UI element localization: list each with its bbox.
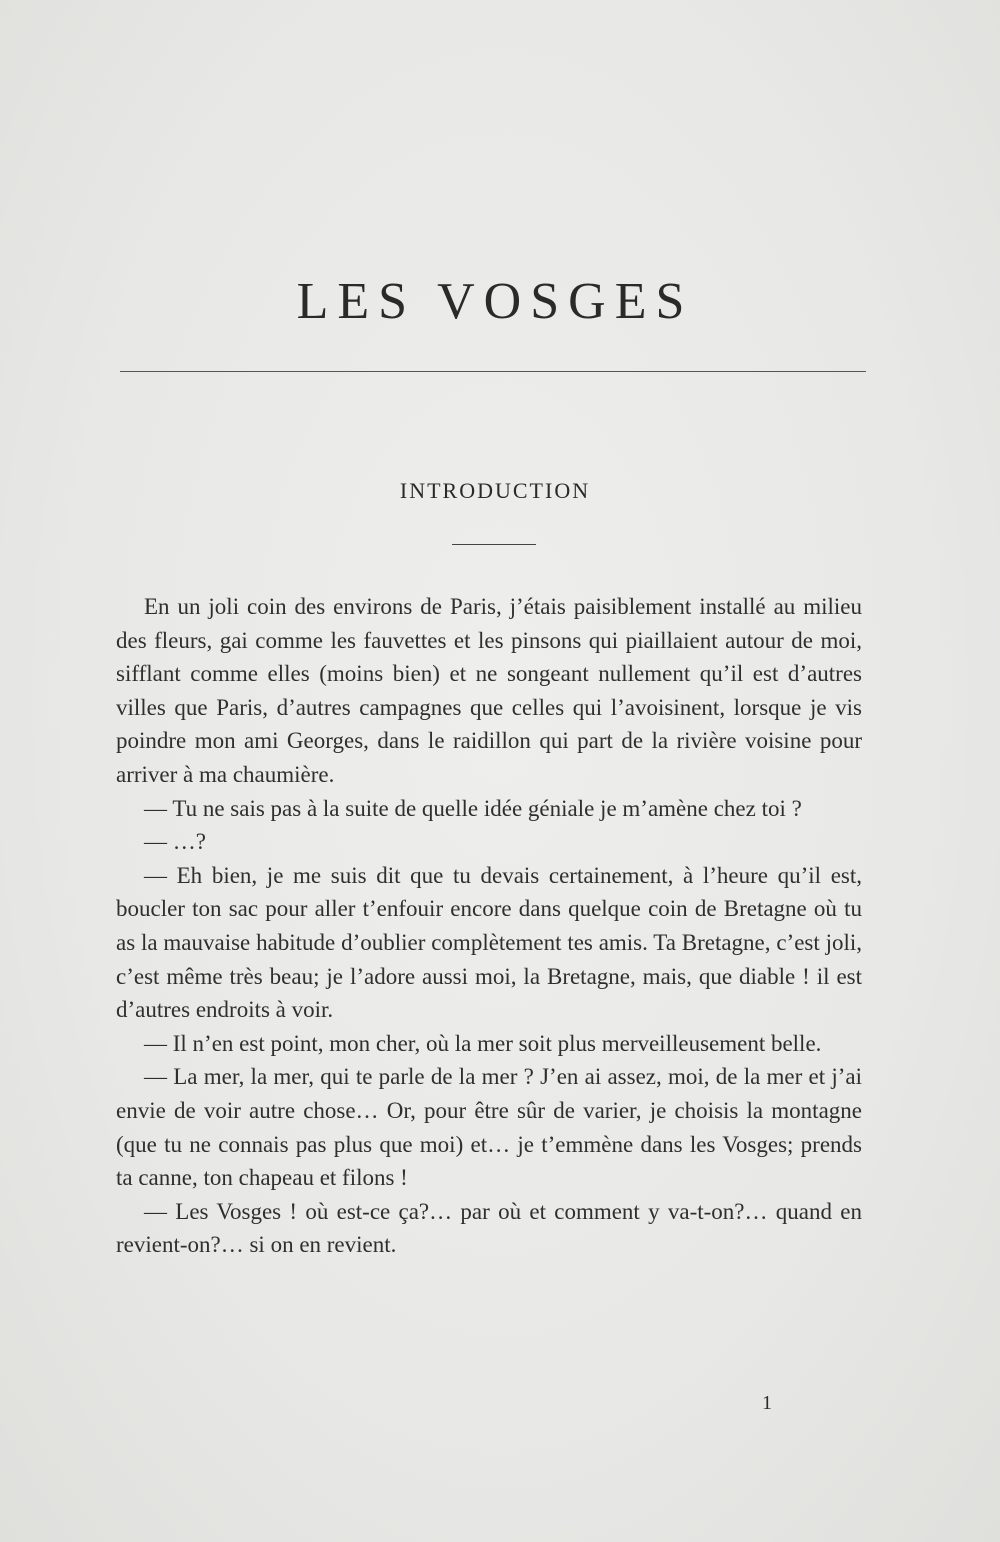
- paragraph: — …?: [144, 829, 206, 855]
- paragraph: — La mer, la mer, qui te parle de la mer ? J’en ai assez, moi, de la mer et j’ai envie de voir autre chose… Or, pour être sûr de varier, je choisis la montagne (que tu ne connais pas plus que moi) et… je t’emmène dans les Vosges; prends ta canne, ton chapeau et filons !: [116, 1064, 862, 1191]
- page-number: 1: [762, 1392, 772, 1414]
- paragraph: En un joli coin des environs de Paris, j’étais paisiblement installé au milieu des fleurs, gai comme les fauvettes et les pinsons qui piaillaient autour de moi, sifflant comme elles (moins bien) et ne songeant nullement qu’il est d’autres villes que Paris, d’autres campagnes que celles qui l’avoisinent, lorsque je vis poindre mon ami Georges, dans le raidillon qui part de la rivière voisine pour arriver à ma chaumière.: [116, 594, 862, 787]
- title-divider: [120, 371, 866, 372]
- paragraph: — Il n’en est point, mon cher, où la mer soit plus merveilleusement belle.: [144, 1030, 822, 1056]
- paragraph: — Eh bien, je me suis dit que tu devais certainement, à l’heure qu’il est, boucler ton sac pour aller t’enfouir encore dans quelque coin de Bretagne où tu as la mauvaise habitude d’oublier complètement tes amis. Ta Bretagne, c’est joli, c’est même très beau; je l’adore aussi moi, la Bretagne, mais, que diable ! il est d’autres endroits à voir.: [116, 862, 862, 1023]
- section-divider: [452, 544, 536, 545]
- paragraph: — Les Vosges ! où est-ce ça?… par où et comment y va-t-on?… quand en revient-on?… si on en revient.: [116, 1198, 862, 1258]
- section-heading: INTRODUCTION: [399, 478, 591, 503]
- page-title: LES VOSGES: [296, 273, 694, 330]
- body-text: [116, 590, 862, 1262]
- paragraph: — Tu ne sais pas à la suite de quelle idée géniale je m’amène chez toi ?: [144, 795, 802, 821]
